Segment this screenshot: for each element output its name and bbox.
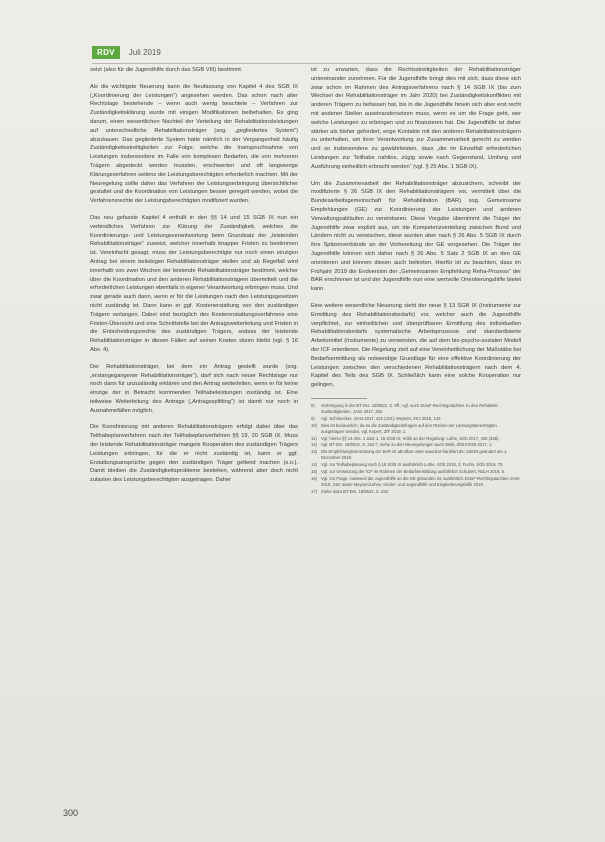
footnote	[311, 403, 521, 415]
right-column	[311, 66, 521, 496]
footnote-text: Vgl. zur Umsetzung der ICF im Rahmen der Bedarfsermittlung ausführlich Schubert, RdLH 2018, 5.	[321, 469, 506, 475]
paragraph: setzt (also für die Jugendhilfe durch das SGB VIII) bestimmt.	[90, 67, 243, 73]
paragraph: Eine weitere wesentliche Neuerung sieht der neue § 13 SGB IX (Instrumente zur Ermittlung des Rehabilitationsbedarfs) vor, welcher auch die Jugendhilfe verpflichtet, zur einheitlichen und überprüfbaren Ermittlung des individuellen Rehabilitationsbedarfs systematische Arbeitsprozesse und standardisierte Arbeitsmittel (Instrumente) zu verwenden, die auf dem bio-psycho-sozialen Modell der ICF orientieren. Die Regelung zielt auf eine Vereinheitlichung der Maßstäbe bei Bedarfsermittlung als notwendige Grundlage für eine effektive Koordinierung der Leistungen zwischen den verschiedenen Rehabilitationsträgern nach dem 4. Kapitel des Teils des SGB IX. Schließlich kann eine solche Kooperation nur gelingen,	[311, 302, 521, 389]
paragraph: ist zu erwarten, dass die Rechtsstreitigkeiten der Rehabilitationsträger untereinander zunehmen. Für die Jugendhilfe bringt dies mit sich, dass diese sich zwar schon im Rahmen des Antragsverfahrens nach § 14 SGB IX (bis zum Wechsel der Rehabilitationsträger im Jahr 2020) bei Zuständigkeitskonflikten mit anderen Trägern zu befassen hat, bis in die Jugendhilfe hinein sich aber erst recht mit anderen Stellen auseinandersetzen muss, wenn es um die Frage geht, wer welche Leistungen zu erbringen und zu finanzieren hat. Die Jugendhilfe ist daher stärker als bisher gefordert, enge Kontakte mit den anderen Rehabilitationsträgern zu unterhalten, um ihrer Verantwortung zur Zusammenarbeit gerecht zu werden und so insbesondere zu gewährleisten, dass „die im Einzelfall erforderlichen Leistungen zur Teilhabe nahtlos, zügig sowie nach Gegenstand, Umfang und Ausführung einheitlich erbracht werden“ (vgl. § 25 Abs. 1 SGB IX).	[311, 67, 521, 170]
header-rule	[92, 63, 512, 64]
footnote-rule	[311, 398, 367, 399]
footnote-number: 17)	[311, 488, 318, 494]
footnote	[311, 423, 521, 435]
footnote-text: Vgl. hierzu §§ 14 Abs. 1 Satz 1, 15 SGB IX; Kritik an der Regelung: Luthe, SGb 2017, 435 (438).	[321, 435, 500, 441]
footnote-text: Vgl. zur Frage, inwieweit die Jugendhilfe an die GE gebunden ist, ausführlich DIJuF-Rechtsgutachten JAmt 2018, 318; sowie Meysen/Lohse, Kinder- und Jugendhilfe und Eingliederungshilfe 2019.	[321, 475, 520, 488]
footnote-number: 11)	[311, 435, 317, 441]
footnote	[311, 462, 521, 468]
footnote-number: 14)	[311, 462, 318, 468]
footnote-text: Vgl. BT-Drs. 18/9522, S. 232 f.; siehe zu den Neuregelungen auch Welti, ZfSH/SGB 2017, 1.	[321, 442, 493, 448]
footnote	[311, 449, 521, 461]
footnotes	[311, 403, 521, 495]
footnote-number: 16)	[311, 475, 318, 481]
footnote	[311, 416, 521, 422]
footnote-number: 8)	[311, 402, 315, 408]
paragraph: Das neu gefasste Kapitel 4 enthält in den §§ 14 und 15 SGB IX nun ein verbindliches Verfahren zur Klärung der Zuständigkeit, welches die Koordinierungs- und Leistungsverantwortung beim Grundsatz der „leistenden Rehabilitationsträger“ zuweist, welcher innerhalb knapper Fristen zu bestimmen ist. Vereinfacht gesagt, muss der Leistungsberechtigte nur noch einen einzigen Antrag bei einem beliebigen Rehabilitationsträger stellen und ab Regelfall wird innerhalb von zwei Wochen der leistende Rehabilitationsträger bestimmt, welcher über die Koordination und den anderen Rehabilitationsträgern übermittelt und die erforderlichen Leistungen ebenfalls in eigener Verantwortung erbringen muss. Und zwar gerade auch dann, wenn er für die Leistungen nach den Leistungsgesetzen nicht zuständig ist. Dann kann er ggf. Kostenerstattung von den zuständigen Trägern verlangen. Dabei sind bezüglich des Kostenerstattungsverfahrens eine Fristen-Übersicht und eine Schnittstelle bei der Antragsweiterleitung und Fristen in die Entscheidungsrechte des zuständigen Trägers, sodass der leistende Rehabilitationsträger in diesen Fällen auf seinen Kosten sitzen bleibt (vgl. § 16 Abs. 4).	[90, 214, 298, 353]
paragraph: Als die wichtigste Neuerung kann die Neufassung von Kapitel 4 des SGB IX („Koordinierung der Leistungen“) angesehen werden. Das schon nach alter Rechtslage bestehende – wenn auch wenig beachtete – Verfahren zur Zuständigkeitsklärung wurde mit einigen Modifikationen beibehalten. Es ging darum, einen wesentlichen Nachteil der Verteilung der Rehabilitationsleistungen auf unterschiedliche Rehabilitationsträger (sog. „gegliedertes System“) abzubauen. Das gegliederte System hatte nämlich in der Vergangenheit häufig Zuständigkeitsstreitigkeiten zur Folge, welche die Inanspruchnahme von Leistungen insbesondere im Falle von komplexen Bedarfen, die von mehreren Trägern abgedeckt werden mussten, erschwerten und oft langwierige Klärungsverfahren seitens der Leistungsberechtigten erforderlich machten. Mit der Neuregelung sollte daher das Verfahren der Leistungserbringung übersichtlicher gestaltet und die Koordination von Leistungen besser geregelt werden, wobei die Verfahrensrechte der Leistungsberechtigten modifiziert wurden.	[90, 83, 298, 205]
footnote-number: 13)	[311, 449, 318, 455]
left-column	[90, 66, 298, 485]
footnote-number: 10)	[311, 422, 318, 428]
footnote	[311, 489, 521, 495]
footnote-number: 12)	[311, 442, 318, 448]
footnote-text: Die Empfehlungsverordnung der BAR ist abrufbar unter www.bar-frankfurt.de; zuletzt geändert am 1. Dezember 2018.	[321, 449, 508, 461]
footnote-text: Siehe dazu BT-Drs. 18/9522, S. 232.	[321, 488, 390, 494]
footnote-text: Vgl. Schönecker, JAmt 2017, 422 (424); Meysen, ZKJ 2018, 143.	[321, 415, 442, 421]
page-number: 300	[63, 808, 79, 818]
issue-date: Juli 2019	[128, 47, 161, 57]
footnote-text: Dies ist bedauerlich, da so die Zuständigkeitsfragen auf den Rücken der Leistungsberechtigten ausgetragen werden; vgl. Kepert, ZfF 2019, 1.	[321, 422, 497, 434]
footnote-number: 15)	[311, 469, 318, 475]
footnote	[311, 436, 521, 442]
paragraph: Die Koordinierung mit anderen Rehabilitationsträgern erfolgt dabei über das Teilhabeplanverfahren nach der Teilhabeplanverfahren §§ 19, 20 SGB IX. Muss der leistende Rehabilitationsträger mangels Kooperation des zuständigen Trägers Leistungen erbringen, für die er nicht zuständig ist, kann er ggf. Erstattungsansprüche gegen den zuständigen Träger geltend machen (s.o.). Damit bleiben die Zuständigkeitsprobleme bestehen, während aber doch nicht zulasten des Leistungsberechtigten ausgetragen. Daher	[90, 424, 298, 484]
footnote-text: Vorbringung in der BT-Drs. 18/9522, S. 9ff.; vgl. auch DIJuF-Rechtsgutachten zu den RehaBeitr. Zuständigkeiten, JAmt 2017, 304.	[321, 402, 499, 415]
paragraph: Der Rehabilitationsträger, bei dem ein Antrag gestellt wurde (sog. „erstangegangener Rehabilitationsträger“), darf sich nach neuer Rechtslage nur noch dann für unzuständig erklären und den Antrag weiterleiten, wenn er für keine einzige der in Betracht kommenden Teilhabeleistungen zuständig ist. Eine teilweise Weiterleitung des Antrags („Antragssplitting“) ist damit nur noch in Ausnahmefällen möglich.	[90, 363, 298, 414]
journal-badge: RDV	[92, 46, 120, 59]
footnote-number: 9)	[311, 415, 315, 421]
footnote	[311, 442, 521, 448]
running-header	[92, 45, 161, 59]
footnote-text: Vgl. zur Teilhabeplanung nach § 19 SGB IX ausführlich Luthe, SGb 2018, 3; Fuchs, SGb 2019, 70.	[321, 462, 504, 468]
paragraph: Um die Zusammenarbeit der Rehabilitationsträger abzusichern, schreibt der modifizierte § 26 SGB IX den Rehabilitationsträgern vor, vermittelt über die Bundesarbeitsgemeinschaft für Rehabilitation (BAR) sog. Gemeinsame Empfehlungen (GE) zur Koordinierung der Leistungen und anderen Verwaltungsabläufen zu vereinbaren. Diese Vorgabe übernimmt die Träger der Jugendhilfe zwar explizit aus, um die Kompetenzverteilung zwischen Bund und Ländern nicht zu verwischen, diese wurden aber nach § 26 Abs. 5 SGB IX durch ihre Spitzenverbände an der Vorbereitung der GE vorgesehen. Die Träger der Jugendhilfe können sich daher nach § 26 Abs. 5 Satz 2 SGB IX an den GE orientieren und können diesen auch beitreten. Hierfür ist zu beachten, dass im Frühjahr 2019 die Endversion der „Gemeinsamen Empfehlung Reha-Prozess“ der BAR erschienen ist und der Jugendhilfe nun eine wertvolle Orientierungshilfe bietet kann.	[311, 180, 521, 293]
footnote	[311, 476, 521, 488]
footnote	[311, 469, 521, 475]
